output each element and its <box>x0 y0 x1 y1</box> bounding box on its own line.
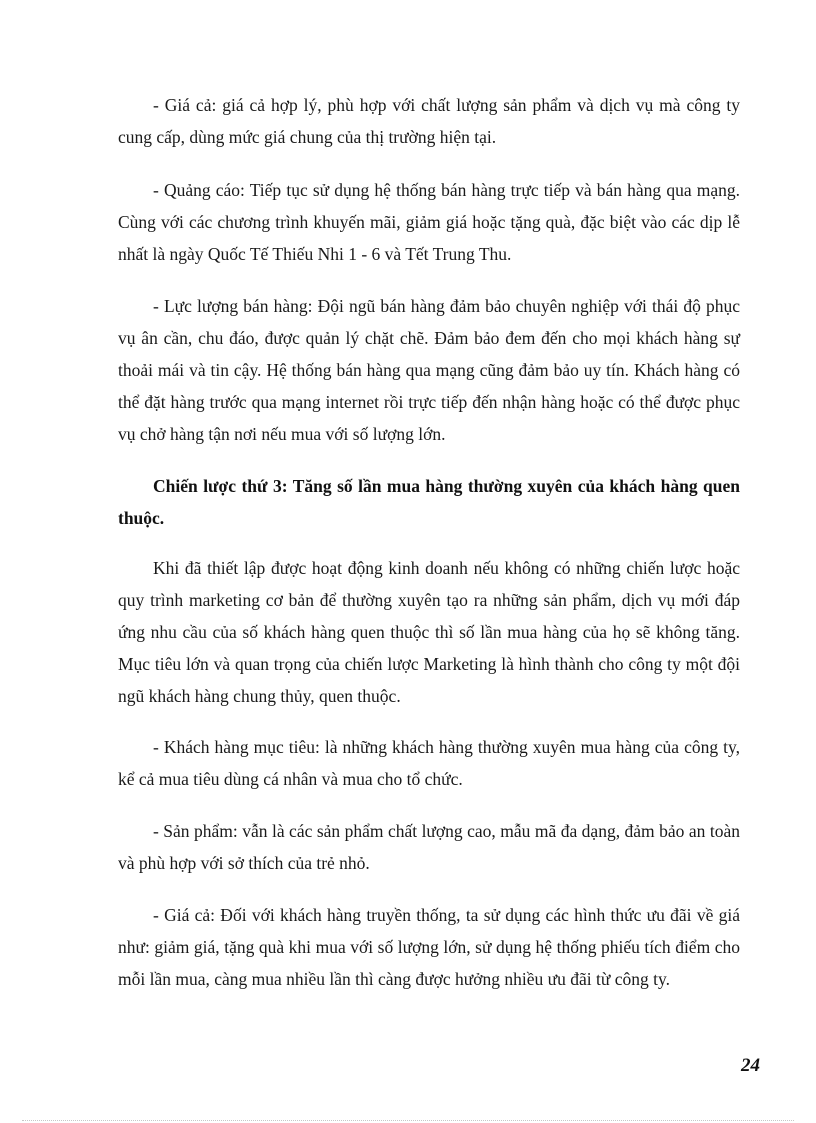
page-number: 24 <box>741 1055 760 1076</box>
paragraph-price: - Giá cả: giá cả hợp lý, phù hợp với chất lượng sản phẩm và dịch vụ mà công ty cung cấp, dùng mức giá chung của thị trường hiện tại. <box>118 95 740 147</box>
paragraph-strategy-intro: Khi đã thiết lập được hoạt động kinh doanh nếu không có những chiến lược hoặc quy trình marketing cơ bản để thường xuyên tạo ra những sản phẩm, dịch vụ mới đáp ứng nhu cầu của số khách hàng quen thuộc thì số lần mua hàng của họ sẽ không tăng. Mục tiêu lớn và quan trọng của chiến lược Marketing là hình thành cho công ty một đội ngũ khách hàng chung thủy, quen thuộc. <box>118 558 740 706</box>
bottom-divider <box>22 1120 794 1121</box>
paragraph-sales-force: - Lực lượng bán hàng: Đội ngũ bán hàng đảm bảo chuyên nghiệp với thái độ phục vụ ân cần, chu đáo, được quản lý chặt chẽ. Đảm bảo đem đến cho mọi khách hàng sự thoải mái và tin cậy. Hệ thống bán hàng qua mạng cũng đảm bảo uy tín. Khách hàng có thể đặt hàng trước qua mạng internet rồi trực tiếp đến nhận hàng hoặc có thể được phục vụ chở hàng tận nơi nếu mua với số lượng lớn. <box>118 296 740 444</box>
paragraph-price-loyal: - Giá cả: Đối với khách hàng truyền thống, ta sử dụng các hình thức ưu đãi về giá như: giảm giá, tặng quà khi mua với số lượng lớn, sử dụng hệ thống phiếu tích điểm cho mỗi lần mua, càng mua nhiều lần thì càng được hưởng nhiều ưu đãi từ công ty. <box>118 905 740 989</box>
paragraph-advertising: - Quảng cáo: Tiếp tục sử dụng hệ thống bán hàng trực tiếp và bán hàng qua mạng. Cùng với các chương trình khuyến mãi, giảm giá hoặc tặng quà, đặc biệt vào các dịp lễ nhất là ngày Quốc Tế Thiếu Nhi 1 - 6 và Tết Trung Thu. <box>118 180 740 264</box>
paragraph-products: - Sản phẩm: vẫn là các sản phẩm chất lượng cao, mẫu mã đa dạng, đảm bảo an toàn và phù hợp với sở thích của trẻ nhỏ. <box>118 821 740 873</box>
paragraph-target-customers: - Khách hàng mục tiêu: là những khách hàng thường xuyên mua hàng của công ty, kể cả mua tiêu dùng cá nhân và mua cho tổ chức. <box>118 737 740 789</box>
section-heading-strategy-3: Chiến lược thứ 3: Tăng số lần mua hàng thường xuyên của khách hàng quen thuộc. <box>118 476 740 528</box>
